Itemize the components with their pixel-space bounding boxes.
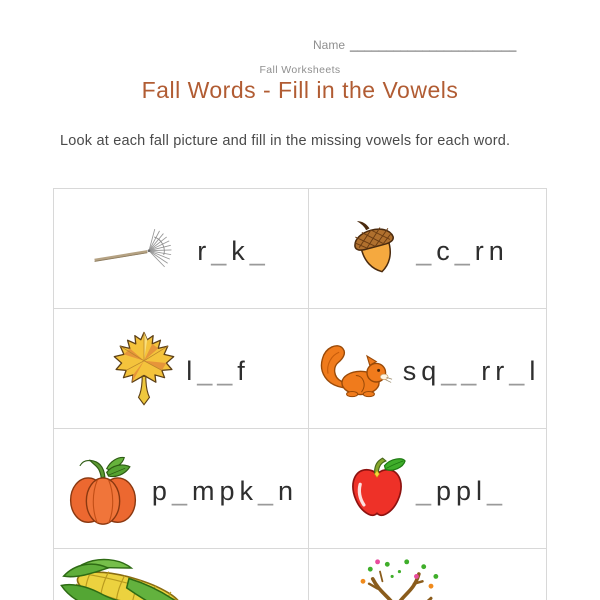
worksheet-table xyxy=(53,188,547,600)
cell-acorn xyxy=(309,189,546,309)
word-with-blanks: _ppl_ xyxy=(415,476,508,506)
word-with-blanks: l__f xyxy=(186,356,250,386)
name-field-row xyxy=(313,37,516,52)
worksheet-kicker: Fall Worksheets xyxy=(259,64,341,76)
autumn-tree-icon xyxy=(337,557,457,600)
instructions-text: Look at each fall picture and fill in the missing vowels for each word. xyxy=(60,133,511,149)
word-with-blanks: _c_rn xyxy=(416,236,509,266)
cell-tree xyxy=(309,549,546,600)
name-write-line: _______________________ xyxy=(350,37,517,52)
cell-apple xyxy=(309,429,546,549)
cell-pumpkin xyxy=(54,429,309,549)
pumpkin-icon xyxy=(64,452,142,526)
acorn-icon xyxy=(346,214,406,284)
word-with-blanks: r_k_ xyxy=(197,236,270,266)
cell-leaf xyxy=(54,309,309,429)
word-with-blanks: sq__rr_l xyxy=(402,356,541,386)
rake-icon xyxy=(92,227,187,271)
cell-rake xyxy=(54,189,309,309)
cell-corn xyxy=(54,549,309,600)
word-with-blanks: p_mpk_n xyxy=(151,476,299,506)
cell-squirrel xyxy=(309,309,546,429)
maple-leaf-icon xyxy=(112,329,176,409)
apple-icon xyxy=(348,456,406,522)
page-title: Fall Words - Fill in the Vowels xyxy=(141,77,459,103)
squirrel-icon xyxy=(315,336,393,402)
name-label: Name xyxy=(313,38,346,52)
corn-icon xyxy=(59,557,308,600)
